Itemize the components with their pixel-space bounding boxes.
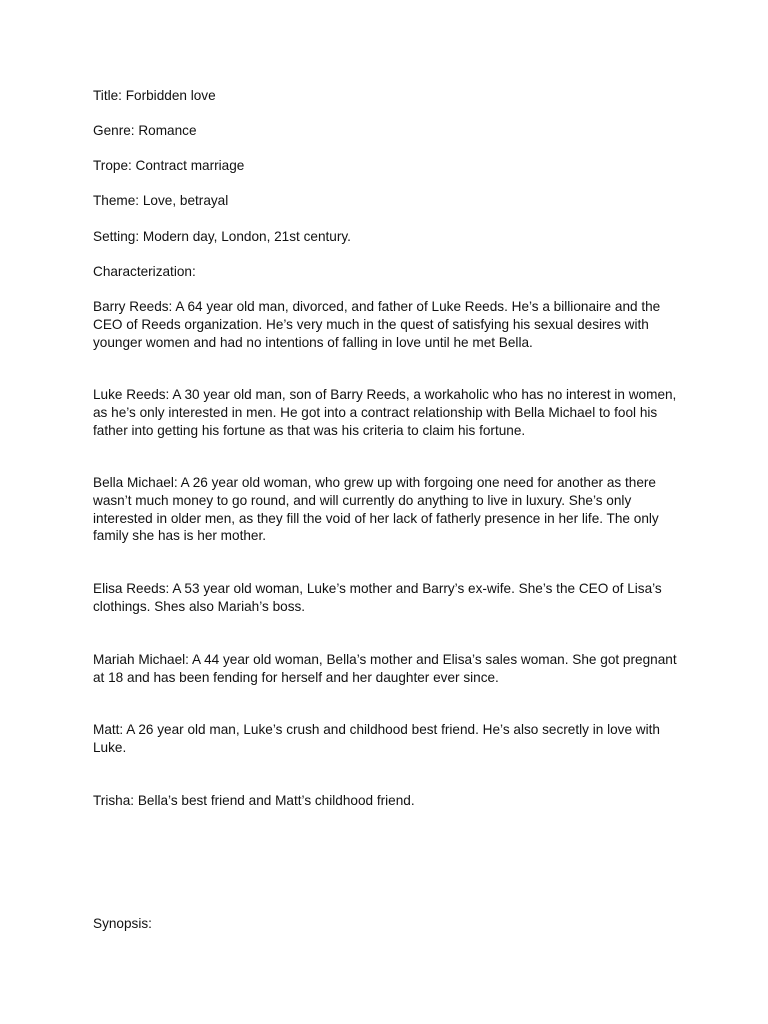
setting-line: Setting: Modern day, London, 21st century. — [93, 229, 351, 244]
title-line: Title: Forbidden love — [93, 88, 216, 103]
character-elisa-reeds: Elisa Reeds: A 53 year old woman, Luke’s mother and Barry’s ex-wife. She’s the CEO of Lisa’s clothings. Shes also Mariah’s boss. — [93, 581, 662, 614]
character-bella-michael: Bella Michael: A 26 year old woman, who grew up with forgoing one need for another as there wasn’t much money to go round, and will currently do anything to live in luxury. She’s only interested in older men, as they fill the void of her lack of fatherly presence in her life. The only family she has is her mother. — [93, 475, 659, 544]
trope-line: Trope: Contract marriage — [93, 158, 245, 173]
characterization-heading: Characterization: — [93, 264, 196, 279]
synopsis-heading: Synopsis: — [93, 916, 152, 931]
character-luke-reeds: Luke Reeds: A 30 year old man, son of Barry Reeds, a workaholic who has no interest in women, as he’s only interested in men. He got into a contract relationship with Bella Michael to fool his father into getting his fortune as that was his criteria to claim his fortune. — [93, 387, 677, 438]
character-barry-reeds: Barry Reeds: A 64 year old man, divorced, and father of Luke Reeds. He’s a billionaire and the CEO of Reeds organization. He’s very much in the quest of satisfying his sexual desires with younger women and had no intentions of falling in love until he met Bella. — [93, 299, 661, 350]
character-matt: Matt: A 26 year old man, Luke’s crush and childhood best friend. He’s also secretly in love with Luke. — [93, 722, 660, 755]
theme-line: Theme: Love, betrayal — [93, 193, 229, 208]
genre-line: Genre: Romance — [93, 123, 197, 138]
character-trisha: Trisha: Bella’s best friend and Matt’s childhood friend. — [93, 793, 415, 808]
character-mariah-michael: Mariah Michael: A 44 year old woman, Bella’s mother and Elisa’s sales woman. She got pregnant at 18 and has been fending for herself and her daughter ever since. — [93, 652, 677, 685]
